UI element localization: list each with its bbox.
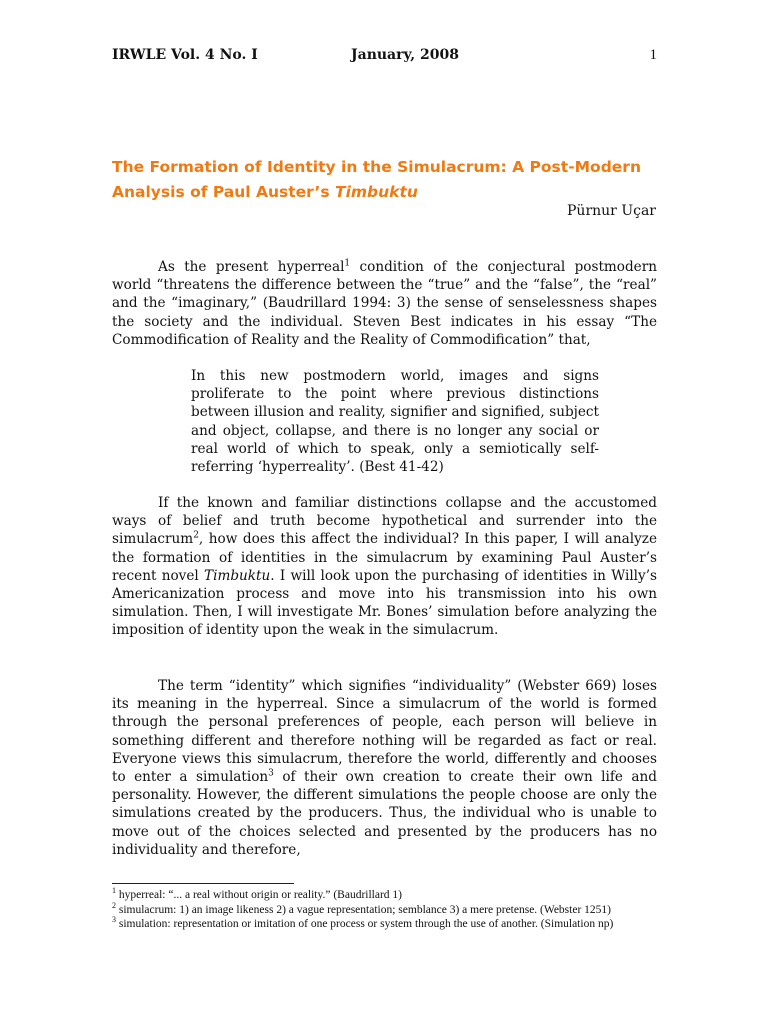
block-quote: In this new postmodern world, images and signs proliferate to the point where previous distinctions between illusion and reality, signifier and signified, subject and object, collapse, and there is no longer any social or real world of which to speak, only a semiotically self-referring ‘hyperreality’. (Best 41-42): [191, 368, 599, 476]
paragraph-2-text-b: , how does this affect the individual? In this paper, I will analyze the formation of identities in the simulacrum by examining Paul Auster’s recent novel: [112, 531, 657, 584]
paragraph-3-text-b: of their own creation to create their own life and personality. However, the different simulations the people choose are only the simulations created by the producers. Thus, the individual who is unable to move out of the choices selected and presented by the producers has no individuality and therefore,: [112, 769, 657, 858]
footnote-2: [112, 900, 657, 918]
running-header: [112, 47, 657, 67]
footnote-3-number: 3: [112, 915, 116, 925]
footnote-1-text: hyperreal: “... a real without origin or reality.” (Baudrillard 1): [116, 889, 403, 901]
paragraph-1: [112, 258, 657, 349]
paragraph-2-text-c: . I will look upon the purchasing of identities in Willy’s Americanization process and move into his transmission into his own simulation. Then, I will investigate Mr. Bones’ simulation before analyzing the imposition of identity upon the weak in the simulacrum.: [112, 567, 657, 639]
paragraph-1-text-a: As the present hyperreal: [158, 259, 345, 275]
footnote-2-number: 2: [112, 900, 116, 910]
footnote-ref-2[interactable]: 2: [193, 530, 199, 541]
paragraph-1-text-b: condition of the conjectural postmodern world “threatens the difference between the “true” and the “false”, the “real” and the “imaginary,” (Baudrillard 1994: 3) the sense of senselessness shapes the society and the individual. Steven Best indicates in his essay “The Commodification of Reality and the Reality of Commodification” that,: [112, 259, 657, 348]
page-number: 1: [649, 47, 657, 63]
footnote-1: [112, 888, 657, 903]
author-name: Pürnur Uçar: [567, 203, 656, 219]
footnotes: [112, 888, 657, 932]
paragraph-3: [112, 677, 657, 859]
issue-date: January, 2008: [351, 47, 460, 63]
article-title-main: The Formation of Identity in the Simulacrum: A Post-Modern Analysis of Paul Auster’s: [112, 158, 641, 201]
footnote-ref-3[interactable]: 3: [268, 768, 274, 779]
footnote-ref-1[interactable]: 1: [344, 258, 351, 269]
paragraph-2-italic: Timbuktu: [204, 567, 271, 584]
article-title: [112, 155, 657, 205]
article-title-italic: Timbuktu: [335, 183, 418, 201]
footnote-3-text: simulation: representation or imitation of one process or system through the use of another. (Simulation np): [116, 918, 614, 930]
footnote-3: [112, 917, 657, 932]
footnote-divider: [112, 883, 294, 884]
footnote-2-text: simulacrum: 1) an image likeness 2) a vague representation; semblance 3) a mere pretense. (Webster 1251): [116, 903, 611, 916]
paragraph-3-text-a: The term “identity” which signifies “individuality” (Webster 669) loses its meaning in the hyperreal. Since a simulacrum of the world is formed through the personal preferences of people, each person will believe in something different and therefore nothing will be regarded as fact or real. Everyone views this simulacrum, therefore the world, differently and chooses to enter a simulation: [112, 678, 657, 786]
paragraph-2-text-a: If the known and familiar distinctions collapse and the accustomed ways of belief and truth become hypothetical and surrender into the simulacrum: [112, 495, 657, 548]
footnote-1-number: 1: [112, 886, 116, 896]
paragraph-2: [112, 494, 657, 640]
journal-name: IRWLE Vol. 4 No. I: [112, 47, 258, 63]
